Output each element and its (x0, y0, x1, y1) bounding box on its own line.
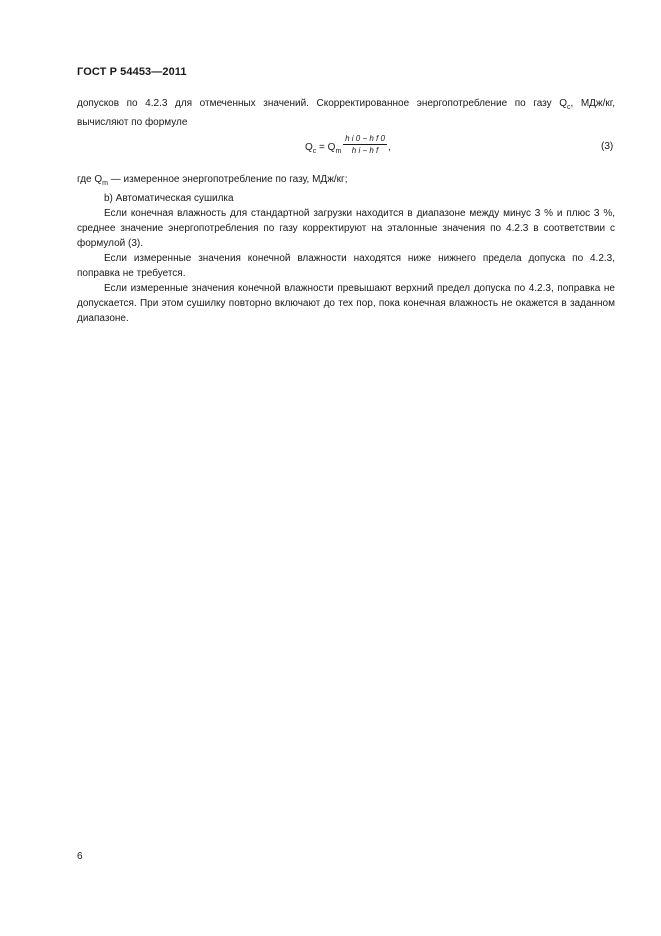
document-header: ГОСТ Р 54453—2011 (77, 66, 187, 78)
paragraph-2: Если конечная влажность для стандартной загрузки находится в диапазоне между минус 3 % и плюс 3 %, среднее значение энергопотребления по газу корректируют на эталонные значения по 4.2.3 в соответствии с формулой (3). (77, 208, 615, 249)
formula-q-sub: c (312, 148, 317, 155)
where-prefix: где Q (77, 174, 103, 185)
equation-number: (3) (601, 141, 614, 152)
fraction-bar (343, 144, 387, 145)
paragraph-3: Если измеренные значения конечной влажности находятся ниже нижнего предела допуска по 4.2.3, поправка не требуется. (77, 253, 615, 279)
formula-numerator: h i 0 − h f 0 (345, 134, 385, 143)
where-end: — измеренное энергопотребление по газу, МДж/кг; (108, 174, 348, 185)
intro-text-part2: , МДж/кг, вычисляют по формуле (77, 98, 615, 128)
formula-lhs (305, 142, 341, 155)
where-subscript: m (102, 180, 108, 187)
formula-q: Q (305, 142, 313, 153)
paragraph-4: Если измеренные значения конечной влажности превышают верхний предел допуска по 4.2.3, поправка не допускается. При этом сушилку повторно включают до тех пор, пока конечная влажность не окажется в заданном диапазоне. (77, 283, 615, 324)
page-number: 6 (77, 851, 83, 862)
intro-text-part1: допусков по 4.2.3 для отмеченных значений. Скорректированное энергопотребление по газу Q (77, 98, 567, 109)
item-b: b) Автоматическая сушилка (104, 193, 234, 204)
formula-3 (305, 134, 405, 164)
intro-paragraph (77, 96, 615, 130)
formula-eq-q: = Q (316, 142, 336, 153)
formula-denominator: h i − h f (351, 146, 379, 155)
intro-text (77, 96, 615, 130)
formula-comma: , (388, 142, 391, 153)
formula-m-sub: m (335, 148, 342, 155)
where-clause (77, 172, 615, 191)
formula-fraction (343, 134, 387, 155)
intro-subscript: c (566, 104, 571, 111)
main-text (77, 172, 615, 326)
